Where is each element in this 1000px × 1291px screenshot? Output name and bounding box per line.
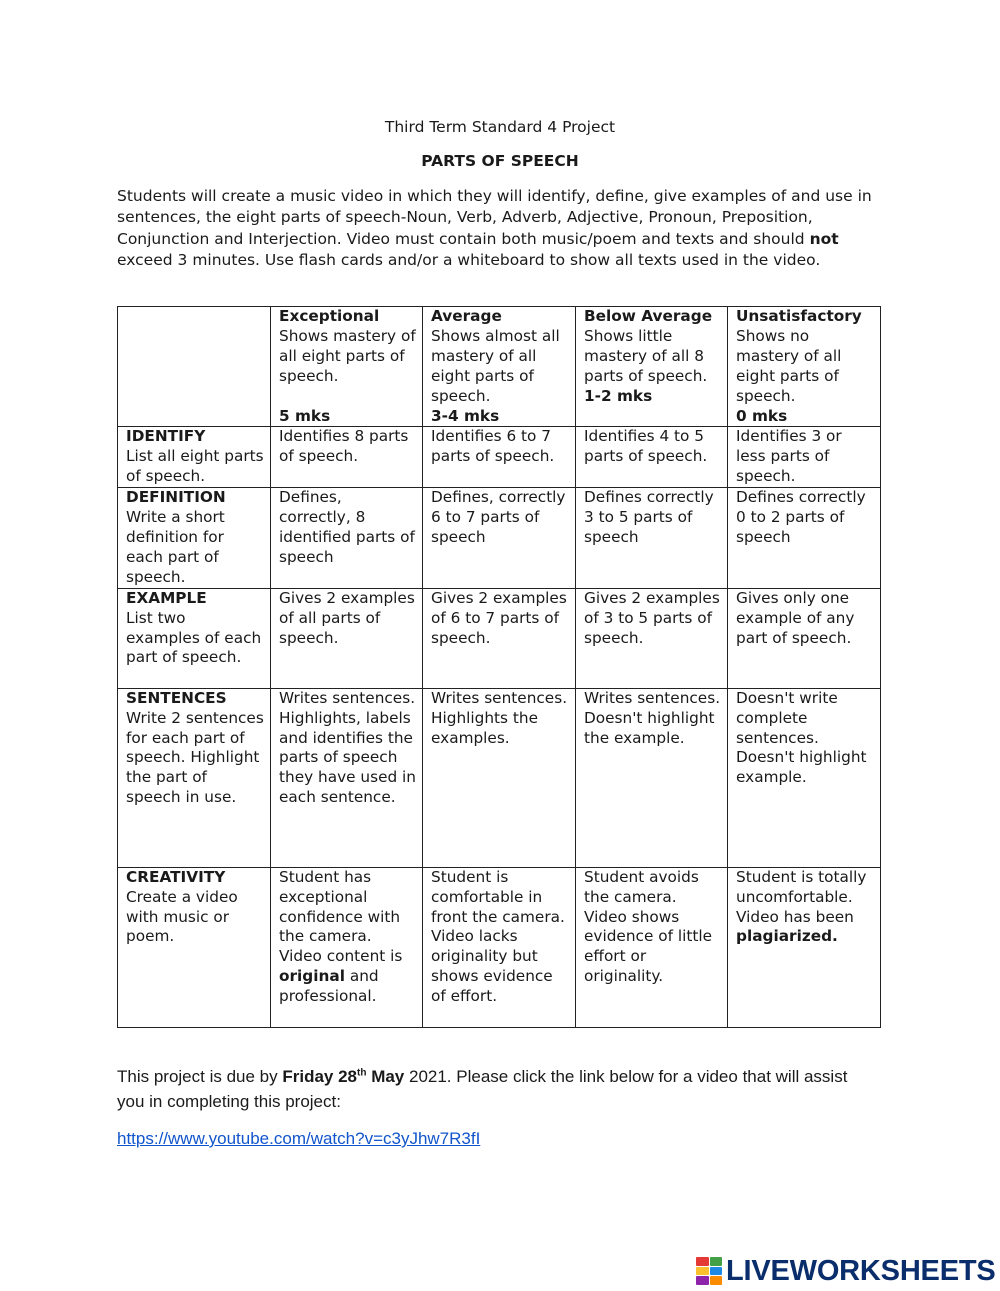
rubric-cell: Student is comfortable in front the camera. Video lacks originality but shows evidence of effort.	[423, 867, 576, 1027]
criterion-cell	[118, 427, 271, 488]
due-date: Friday 28	[282, 1067, 358, 1086]
rubric-cell	[271, 867, 423, 1027]
cell-emphasis: original	[279, 967, 345, 986]
rubric-cell: Writes sentences. Highlights, labels and identifies the parts of speech they have used in each sentence.	[271, 688, 423, 867]
criterion-cell	[118, 488, 271, 589]
level-title: Average	[431, 307, 502, 325]
criterion-title: CREATIVITY	[126, 867, 226, 886]
rubric-cell: Writes sentences. Highlights the examples.	[423, 688, 576, 867]
rubric-header-cell	[271, 307, 423, 427]
criterion-cell	[118, 867, 271, 1027]
level-description: Shows mastery of all eight parts of speech.	[279, 326, 416, 385]
rubric-cell: Writes sentences. Doesn't highlight the example.	[576, 688, 728, 867]
rubric-cell: Defines, correctly 6 to 7 parts of speech	[423, 488, 576, 589]
criterion-cell	[118, 588, 271, 688]
level-title: Below Average	[584, 307, 713, 325]
rubric-cell: Identifies 6 to 7 parts of speech.	[423, 427, 576, 488]
rubric-cell: Identifies 3 or less parts of speech.	[728, 427, 881, 488]
rubric-cell	[728, 867, 881, 1027]
liveworksheets-wordmark: LIVEWORKSHEETS	[726, 1254, 996, 1287]
liveworksheets-logo	[696, 1255, 996, 1287]
level-marks: 1-2 mks	[584, 386, 653, 405]
level-marks: 3-4 mks	[431, 406, 500, 425]
rubric-row-example	[118, 588, 881, 688]
cell-text: Student is totally uncomfortable. Video has been	[736, 867, 867, 926]
criterion-title: DEFINITION	[126, 488, 226, 507]
criterion-title: SENTENCES	[126, 688, 227, 707]
criterion-title: EXAMPLE	[126, 588, 207, 607]
criterion-title: IDENTIFY	[126, 427, 206, 446]
rubric-cell: Identifies 8 parts of speech.	[271, 427, 423, 488]
intro-text-2: exceed 3 minutes. Use flash cards and/or a whiteboard to show all texts used in the video.	[117, 250, 821, 269]
video-link[interactable]: https://www.youtube.com/watch?v=c3yJhw7R3fI	[117, 1129, 481, 1148]
intro-emphasis: not	[809, 229, 839, 248]
rubric-header-cell	[423, 307, 576, 427]
rubric-header-cell	[576, 307, 728, 427]
cell-text: and professional.	[279, 967, 379, 1006]
due-month: May	[366, 1067, 405, 1086]
criterion-cell	[118, 688, 271, 867]
rubric-header-row	[118, 307, 881, 427]
rubric-row-sentences	[118, 688, 881, 867]
rubric-corner-cell	[118, 307, 271, 427]
rubric-cell: Student avoids the camera. Video shows evidence of little effort or originality.	[576, 867, 728, 1027]
level-description: Shows no mastery of all eight parts of speech.	[736, 326, 842, 405]
level-title: Unsatisfactory	[736, 307, 862, 325]
rubric-cell: Identifies 4 to 5 parts of speech.	[576, 427, 728, 488]
intro-text-1: Students will create a music video in which they will identify, define, give examples of and use in sentences, the eight parts of speech-Noun, Verb, Adverb, Adjective, Pronoun, Preposition, Conjunction and Interjection. Video must contain both music/poem and texts and should	[117, 187, 872, 248]
rubric-cell: Defines, correctly, 8 identified parts of speech	[271, 488, 423, 589]
rubric-table	[117, 306, 881, 1028]
footer-text-2: 2021. Please click the link below for a video that will assist you in completing this project:	[117, 1067, 848, 1111]
criterion-description: List all eight parts of speech.	[126, 447, 264, 486]
page-subtitle: PARTS OF SPEECH	[421, 152, 579, 170]
rubric-cell: Defines correctly 0 to 2 parts of speech	[728, 488, 881, 589]
cell-text: Student has exceptional confidence with the camera. Video content is	[279, 867, 403, 966]
rubric-cell: Gives 2 examples of 3 to 5 parts of speech.	[576, 588, 728, 688]
due-date-paragraph	[117, 1064, 877, 1114]
level-description: Shows little mastery of all 8 parts of speech.	[584, 326, 708, 385]
rubric-header-cell	[728, 307, 881, 427]
due-date-suffix: th	[357, 1067, 367, 1079]
criterion-description: Write a short definition for each part of speech.	[126, 508, 225, 586]
rubric-cell: Gives only one example of any part of speech.	[728, 588, 881, 688]
rubric-cell: Defines correctly 3 to 5 parts of speech	[576, 488, 728, 589]
level-title: Exceptional	[279, 307, 380, 325]
criterion-description: Create a video with music or poem.	[126, 887, 238, 946]
rubric-row-definition	[118, 488, 881, 589]
rubric-row-identify	[118, 427, 881, 488]
rubric-cell: Gives 2 examples of all parts of speech.	[271, 588, 423, 688]
level-marks: 5 mks	[279, 406, 331, 425]
cell-emphasis: plagiarized.	[736, 927, 838, 946]
rubric-cell: Doesn't write complete sentences. Doesn't highlight example.	[728, 688, 881, 867]
page-title: Third Term Standard 4 Project	[384, 118, 616, 136]
intro-paragraph	[117, 186, 887, 271]
liveworksheets-icon	[696, 1257, 722, 1285]
rubric-row-creativity	[118, 867, 881, 1027]
footer-text-1: This project is due by	[117, 1067, 283, 1086]
level-description: Shows almost all mastery of all eight parts of speech.	[431, 326, 560, 405]
level-marks: 0 mks	[736, 406, 788, 425]
criterion-description: Write 2 sentences for each part of speech. Highlight the part of speech in use.	[126, 708, 264, 807]
rubric-cell: Gives 2 examples of 6 to 7 parts of speech.	[423, 588, 576, 688]
criterion-description: List two examples of each part of speech.	[126, 608, 262, 667]
